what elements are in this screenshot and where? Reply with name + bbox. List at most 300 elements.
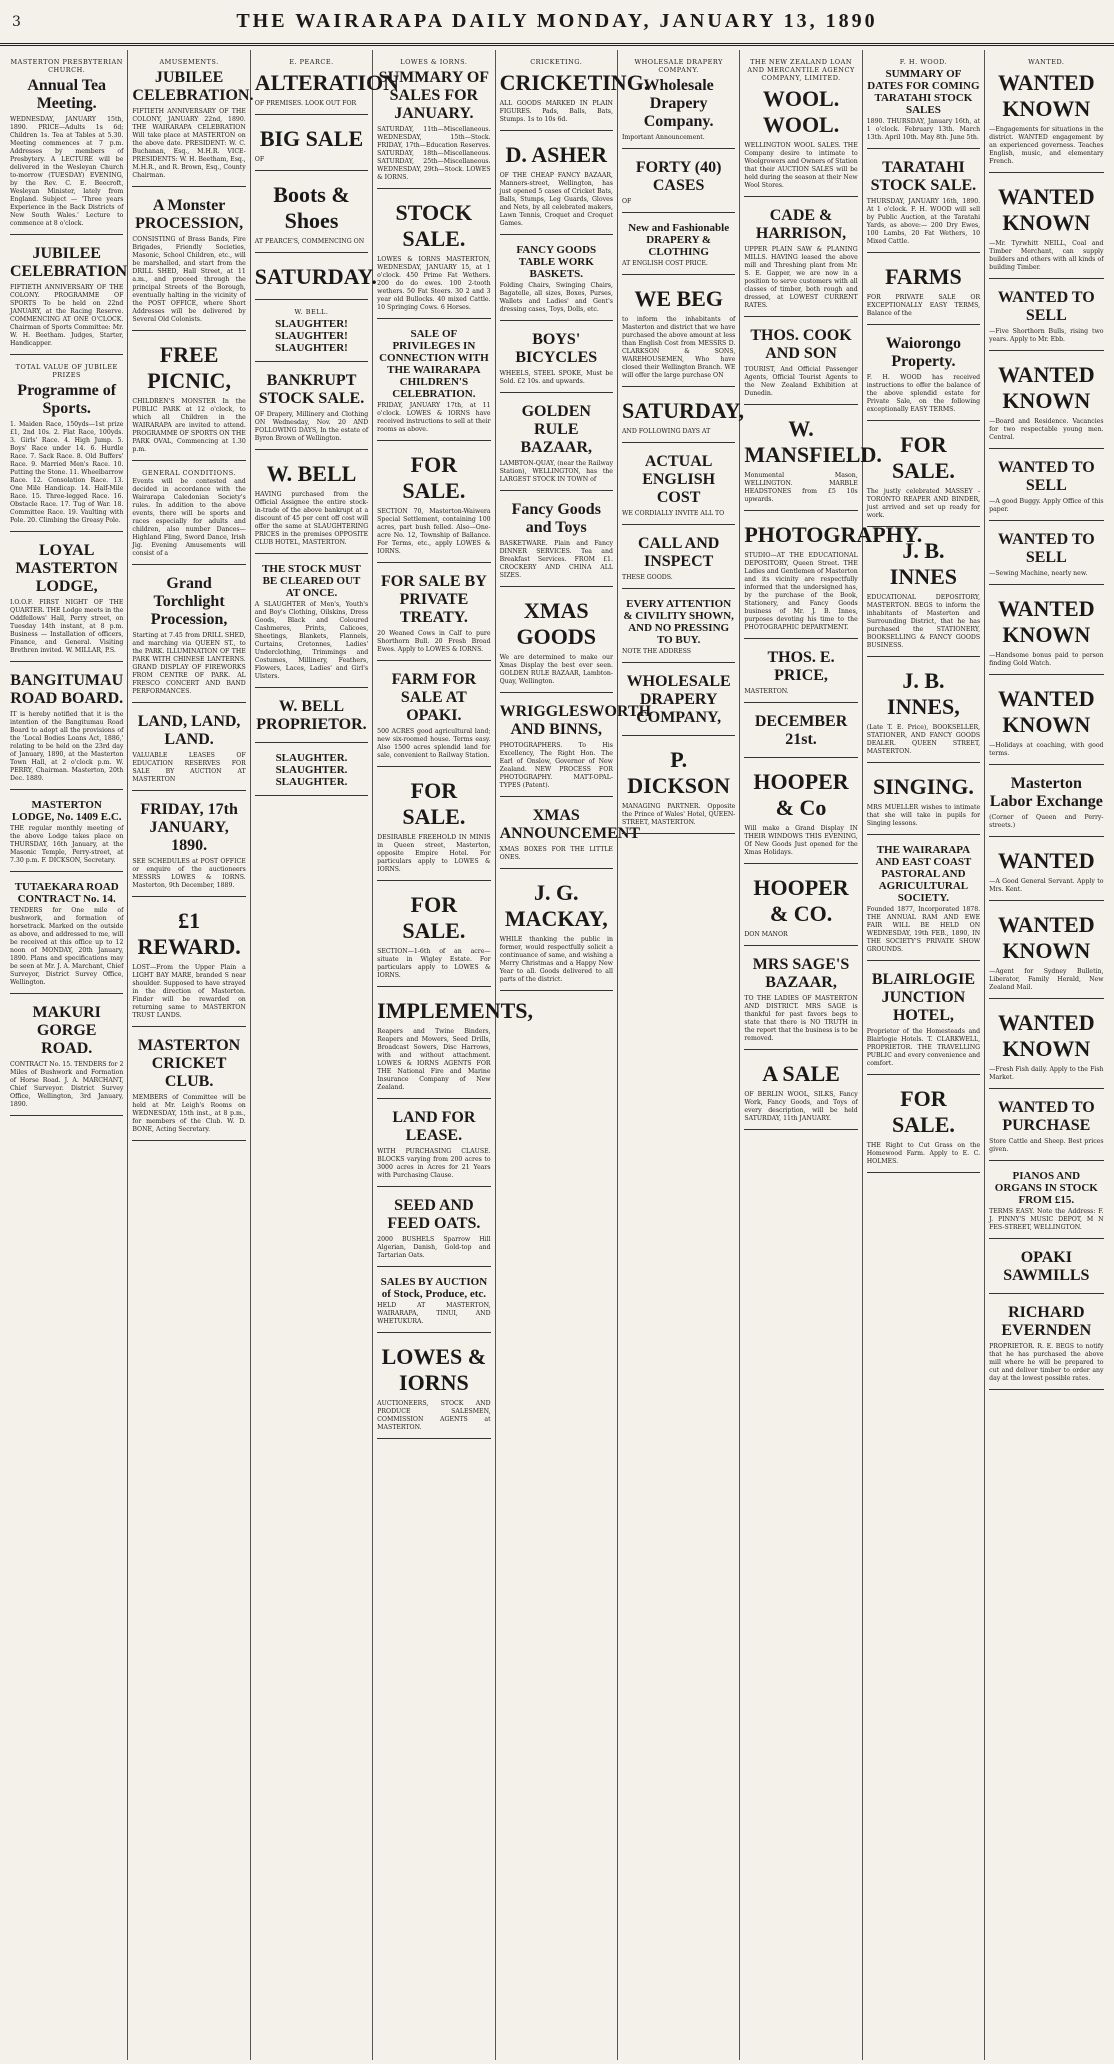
- advertisement: [377, 664, 490, 767]
- ad-body: HELD AT MASTERTON, WAIRARAPA, TINUI, AND WHETUKURA.: [377, 1302, 491, 1325]
- ad-body: THURSDAY, JANUARY 16th, 1890. At 1 o'clock. F. H. WOOD will sell by Public Auction, at the Taratahi Yards, as above:— 200 Dry Ewes, 100 Lambs, 20 Fat Wethers, 10 Mixed Cattle.: [866, 198, 981, 245]
- advertisement: [622, 53, 735, 149]
- advertisement: [744, 408, 882, 511]
- advertisement: [989, 1002, 1103, 1089]
- advertisement: [132, 190, 245, 331]
- ad-title: WHOLESALE DRAPERY COMPANY,: [626, 673, 731, 726]
- ad-title: RICHARD EVERNDEN: [1001, 1304, 1092, 1339]
- ad-body: NOTE THE ADDRESS: [621, 648, 691, 655]
- ad-title: Waiorongo Property.: [885, 335, 962, 370]
- ad-body: (Late T. E. Price), BOOKSELLER, STATIONER, AND FANCY GOODS DEALER. QUEEN STREET, MASTERTON.: [866, 724, 981, 755]
- ad-title: TARATAHI STOCK SALE.: [870, 159, 977, 194]
- ad-body: 1. Maiden Race, 150yds—1st prize £1, 2nd 10s. 2. Flat Race, 100yds. 3. Girls' Race. 4. High Jump. 5. Boys' Race under 14. 6. Hurdle Race. 7. Sack Race. 8. Old Buffers' Race. 9. Married Men's Race. 10. Putting the Stone. 11. Wheelbarrow Race. 12. Consolation Race. 13. One Mile Handicap. 14. Half-Mile Race. 15. Three-legged Race. 16. Obstacle Race. 17. Tug of War. 18. Committee Race. 19. Vaulting with Pole. 20. Climbing the Greasy Pole.: [10, 421, 124, 524]
- ad-title: SATURDAY,: [621, 398, 745, 423]
- advertisement: [132, 568, 245, 703]
- ad-body: SATURDAY, 11th—Miscellaneous. WEDNESDAY, 15th—Stock. FRIDAY, 17th—Education Reserves. SATURDAY, 18th—Miscellaneous. SATURDAY, 25th—Miscellaneous. WEDNESDAY, 29th—Stock. LOWES & IORNS.: [377, 126, 491, 181]
- advertisement: [10, 238, 128, 355]
- column-3: [251, 50, 400, 2060]
- ad-body: 500 ACRES good agricultural land; new six-roomed house. Terms easy. Also 1500 acres splendid land for sale, convenient to Railway Station.: [377, 728, 491, 759]
- ad-title: Programme of Sports.: [17, 382, 117, 417]
- ad-body: WHEELS, STEEL SPOKE, Must be Sold. £2 10s. and upwards.: [499, 370, 613, 385]
- ad-body: DESIRABLE FREEHOLD IN MINIS in Queen street, Masterton, opposite Empire Hotel. For particulars apply to LOWES & IORNS.: [377, 834, 491, 873]
- ad-title: WANTED KNOWN: [998, 686, 1095, 737]
- ad-title: SINGING.: [873, 774, 974, 799]
- ad-title: W. BELL PROPRIETOR.: [256, 698, 367, 733]
- advertisement: [132, 53, 254, 187]
- ad-body: THE regular monthly meeting of the above Lodge takes place on THURSDAY, 16th January, at the Masonic Temple, Perry-street, at 7.30 p.m. F. DICKSON, Secretary.: [10, 825, 124, 864]
- ad-body: WE CORDIALLY INVITE ALL TO: [621, 510, 725, 517]
- ad-title: WRIGGLESWORTH AND BINNS,: [499, 703, 652, 738]
- advertisement: [622, 446, 735, 525]
- ad-title: WANTED KNOWN: [998, 70, 1095, 121]
- ad-body: CHILDREN'S MONSTER In the PUBLIC PARK at 12 o'clock, to which all Children in the WAIRARAPA are invited to attend. PROGRAMME OF SPORTS ON THE PARK OVAL, Commencing at 1.30 p.m.: [132, 398, 246, 453]
- advertisement: [255, 691, 368, 743]
- advertisement: [10, 997, 123, 1116]
- advertisement: [989, 524, 1103, 585]
- advertisement: [255, 746, 368, 796]
- ad-title: THE STOCK MUST BE CLEARED OUT AT ONCE.: [262, 563, 361, 599]
- advertisement: [10, 665, 123, 790]
- advertisement: [499, 800, 641, 869]
- ad-body: —Holidays at coaching, with good terms.: [989, 742, 1104, 757]
- advertisement: [867, 766, 980, 835]
- ad-title: WANTED KNOWN: [998, 912, 1095, 963]
- ad-title: CRICKETING.: [499, 70, 650, 95]
- ad-title: J. B. INNES,: [887, 668, 960, 719]
- ad-body: CONTRACT No. 15. TENDERS for 2 Miles of Bushwork and Formation of Horse Road. J. A. MARCHANT, Chief Surveyor. District Survey Office, Wellington, 3rd January, 1890.: [10, 1061, 124, 1108]
- ad-title: WOOL. WOOL.: [762, 86, 840, 137]
- advertisement: [744, 1053, 857, 1130]
- ad-title: SLAUGHTER. SLAUGHTER. SLAUGHTER.: [275, 752, 348, 788]
- ad-title: HOOPER & Co: [753, 769, 849, 820]
- ad-title: SEED AND FEED OATS.: [387, 1197, 481, 1232]
- ad-title: Boots & Shoes: [273, 182, 350, 233]
- advertisement: [622, 666, 735, 736]
- advertisement: [132, 900, 245, 1027]
- ad-body: ALL GOODS MARKED IN PLAIN FIGURES. Pads, Balls, Bats, Stumps. 1s to 10s 6d.: [499, 100, 613, 123]
- ad-title: THE WAIRARAPA AND EAST COAST PASTORAL AND AGRICULTURAL SOCIETY.: [875, 844, 972, 904]
- newspaper-columns: [6, 50, 1108, 2060]
- ad-heading: LOWES & IORNS.: [400, 58, 468, 66]
- ad-body: (Corner of Queen and Perry-streets.): [989, 814, 1104, 829]
- advertisement: [867, 152, 980, 253]
- advertisement: [377, 1336, 490, 1439]
- ad-body: F. H. WOOD has received instructions to offer the balance of the above splendid estate for Private Sale, on the following exceptionally EASY TERMS.: [866, 374, 981, 413]
- ad-title: MAKURI GORGE ROAD.: [32, 1004, 101, 1057]
- advertisement: [744, 320, 857, 405]
- advertisement: [132, 1030, 245, 1141]
- advertisement: [255, 557, 368, 688]
- ad-body: FIFTIETH ANNIVERSARY OF THE COLONY, JANUARY 22nd, 1890. THE WAIRARAPA CELEBRATION Will take place at MASTERTON on the above date. PRESIDENT: W. C. Buchanan, Esq., M.H.R. VICE-PRESIDENTS: W. H. Beetham, Esq., M.H.R., and R. Brown, Esq., County Chairman.: [132, 108, 246, 179]
- advertisement: [377, 1102, 490, 1187]
- ad-title: FOR SALE.: [891, 1086, 955, 1137]
- advertisement: [377, 322, 490, 441]
- ad-body: Store Cattle and Sheep. Best prices given.: [989, 1138, 1104, 1153]
- ad-body: —Sewing Machine, nearly new.: [989, 570, 1088, 577]
- advertisement: [989, 768, 1103, 837]
- advertisement: [499, 696, 652, 797]
- ad-title: SALES BY AUCTION of Stock, Produce, etc.: [380, 1276, 488, 1300]
- ad-body: VALUABLE LEASES OF EDUCATION RESERVES FOR SALE BY AUCTION AT MASTERTON: [132, 752, 246, 783]
- advertisement: [989, 1242, 1103, 1294]
- ad-body: BASKETWARE. Plain and Fancy DINNER SERVICES. Tea and Breakfast Services. FROM £1. CROCKERY AND CHINA ALL SIZES.: [499, 540, 613, 579]
- ad-title: Masterton Labor Exchange: [989, 775, 1103, 810]
- advertisement: [500, 134, 613, 235]
- ad-body: MASTERTON.: [744, 688, 789, 695]
- advertisement: [377, 192, 490, 319]
- advertisement: [989, 452, 1103, 521]
- ad-title: MASTERTON LODGE, No. 1409 E.C.: [11, 799, 122, 823]
- ad-body: Founded 1877, Incorporated 1878. THE ANNUAL RAM AND EWE FAIR WILL BE HELD ON WEDNESDAY, 19th FEB., 1890, IN THE SOCIETY'S PRIVATE SHOW GROUNDS.: [866, 906, 981, 953]
- ad-body: A SLAUGHTER of Men's, Youth's and Boy's Clothing, Oilskins, Dress Goods, Black and Coloured Cashmeres, Prints, Calicoes, Sheetings, Blankets, Flannels, Curtains, Cretonnes, Ladies' Underclothing, Trimmings and Costumes, Millinery, Feathers, Flowers, Laces, Ladies' and Girl's Ulsters.: [254, 601, 369, 680]
- advertisement: [622, 216, 735, 275]
- ad-body: WEDNESDAY, JANUARY 15th, 1890. PRICE—Adults 1s 6d; Children 1s. Tea at Tables at 5.30. Meeting commences at 7 p.m. Addresses by members of Presbytery. A LECTURE will be delivered in the Wesleyan Church to-morrow (TUESDAY) EVENING, by the Rev. C. E. Beecroft, Wesleyan Minister, lately from England. Subject — 'Three years Experience in the Back Districts of New South Wales.' Lecture to commence at 8 o'clock.: [10, 116, 124, 227]
- ad-body: 20 Weaned Cows in Calf to pure Shorthorn Bull. 20 Fresh Broad Ewes. Apply to LOWES & IORNS.: [377, 630, 491, 653]
- ad-title: CALL AND INSPECT: [637, 535, 720, 570]
- advertisement: [989, 840, 1103, 901]
- page-number: 3: [12, 14, 21, 30]
- masthead: [0, 0, 1114, 46]
- ad-body: —Five Shorthorn Bulls, rising two years. Apply to Mr. Ebb.: [989, 328, 1104, 343]
- advertisement: [621, 390, 745, 443]
- ad-title: SALE OF PRIVILEGES IN CONNECTION WITH THE WAIRARAPA CHILDREN'S CELEBRATION.: [379, 328, 489, 400]
- ad-title: Fancy Goods and Toys: [511, 501, 601, 536]
- advertisement: [867, 964, 980, 1075]
- advertisement: [377, 444, 490, 563]
- ad-title: LOWES & IORNS: [381, 1344, 487, 1395]
- ad-title: FANCY GOODS TABLE WORK BASKETS.: [516, 244, 597, 280]
- ad-body: OF THE CHEAP FANCY BAZAAR, Manners-street, Wellington, has just opened 5 cases of Cricket Bats, Balls, Stumps, Leg Guards, Gloves and Nets, by all celebrated makers, Lawn Tennis, Croquet and Croquet Games.: [499, 172, 613, 227]
- ad-body: WITH PURCHASING CLAUSE. BLOCKS varying from 200 acres to 3000 acres in Acres for 21 Years with Purchasing Clause.: [377, 1148, 491, 1179]
- ad-body: FRIDAY, JANUARY 17th, at 11 o'clock. LOWES & IORNS have received instructions to sell at their rooms as above.: [377, 402, 491, 433]
- ad-title: PHOTOGRAPHY.: [744, 522, 923, 547]
- ad-title: FARMS: [885, 264, 962, 289]
- ad-body: Reapers and Twine Binders, Reapers and Mowers, Seed Drills, Broadcast Sowers, Disc Harrows, with and without attachment. LOWES & IORNS AGENTS FOR THE National Fire and Marine Insurance Company of New Zealand.: [377, 1028, 491, 1091]
- advertisement: [255, 174, 368, 253]
- ad-title: LOYAL MASTERTON LODGE,: [15, 542, 118, 595]
- ad-title: WANTED KNOWN: [998, 362, 1095, 413]
- ad-title: LAND, LAND, LAND.: [137, 713, 241, 748]
- advertisement: [500, 238, 613, 321]
- ad-body: PHOTOGRAPHERS. To His Excellency, The Right Hon. The Earl of Onslow, Governor of New Zealand. NEW PROCESS FOR PHOTOGRAPHY. MATT-OPAL-TYPES (Patent).: [499, 742, 613, 789]
- ad-title: SUMMARY OF SALES FOR JANUARY.: [378, 69, 490, 122]
- advertisement: [132, 706, 245, 791]
- advertisement: [500, 872, 613, 991]
- ad-title: IMPLEMENTS,: [377, 998, 534, 1023]
- ad-body: 2000 BUSHELS Sparrow Hill Algerian, Danish, Gold-top and Tartarian Oats.: [377, 1236, 491, 1259]
- ad-body: TENDERS for One mile of bushwork, and formation of horsetrack. Marked on the outside as above, and addressed to me, will be received at this office up to 12 noon of MONDAY, 20th January, 1890. Plans and specifications may be seen at Mr. J. A. Marchant, Chief Surveyor, District Survey Office, Wellington.: [10, 907, 124, 986]
- ad-title: SUMMARY OF DATES FOR COMING TARATAHI STOCK SALES: [867, 68, 980, 116]
- ad-title: JUBILEE CELEBRATION.: [132, 69, 254, 104]
- advertisement: [132, 334, 245, 461]
- advertisement: [10, 535, 123, 662]
- ad-body: MEMBERS of Committee will be held at Mr. Leigh's Rooms on WEDNESDAY, 15th inst., at 8 p.m., for members of the Club. W. D. BONE, Acting Secretary.: [132, 1094, 246, 1133]
- ad-body: SECTION—1-6th of an acre—situate in Wigley Estate. For particulars apply to LOWES & IORNS.: [377, 948, 491, 979]
- ad-body: TO THE LADIES OF MASTERTON AND DISTRICT. MRS SAGE is thankful for past favors begs to state that there is NO TRUTH in the report that the business is to be removed.: [744, 995, 858, 1042]
- column-1: [6, 50, 128, 2060]
- ad-title: FRIDAY, 17th JANUARY, 1890.: [140, 801, 238, 854]
- ad-body: AT PEARCE'S, COMMENCING ON: [254, 238, 365, 245]
- advertisement: [622, 278, 735, 387]
- advertisement: [867, 660, 980, 763]
- ad-title: WANTED TO SELL: [997, 459, 1095, 494]
- ad-title: FOR SALE BY PRIVATE TREATY.: [380, 573, 487, 626]
- advertisement: [132, 464, 245, 565]
- ad-heading: WHOLESALE DRAPERY COMPANY.: [634, 58, 723, 74]
- ad-title: A Monster PROCESSION,: [135, 197, 244, 232]
- ad-title: P. DICKSON: [627, 747, 730, 798]
- ad-title: STOCK SALE.: [395, 200, 473, 251]
- ad-title: THOS. E. PRICE,: [767, 649, 835, 684]
- column-9: [985, 50, 1107, 2060]
- ad-heading: THE NEW ZEALAND LOAN AND MERCANTILE AGENCY COMPANY, LIMITED.: [747, 58, 855, 82]
- ad-title: Annual Tea Meeting.: [27, 77, 107, 112]
- column-8: [863, 50, 985, 2060]
- ad-body: I.O.O.F. FIRST NIGHT OF THE QUARTER. THE Lodge meets in the Oddfellows' Hall, Perry street, on Tuesday 14th instant, at 8 p.m. Business — Installation of officers, Finance, and General. Visiting Brethren invited. W. MILLAR, P.S.: [10, 599, 124, 654]
- ad-title: BOYS' BICYCLES: [515, 331, 598, 366]
- ad-title: HOOPER & CO.: [753, 875, 849, 926]
- ad-body: XMAS BOXES FOR THE LITTLE ONES.: [499, 846, 613, 861]
- ad-body: LAMBTON-QUAY, (near the Railway Station), WELLINGTON, has the LARGEST STOCK IN TOWN of: [499, 460, 613, 483]
- ad-title: W. BELL: [266, 461, 357, 486]
- ad-body: —A Good General Servant. Apply to Mrs. Kent.: [989, 878, 1104, 893]
- ad-title: DECEMBER 21st.: [754, 713, 848, 748]
- ad-body: THE Right to Cut Grass on the Homewood Farm. Apply to E. C. HOLMES.: [866, 1142, 981, 1165]
- ad-title: ALTERATION: [254, 70, 400, 95]
- ad-title: FOR SALE.: [402, 892, 466, 943]
- advertisement: [255, 453, 368, 554]
- advertisement: [622, 152, 735, 213]
- ad-title: D. ASHER: [505, 142, 607, 167]
- ad-heading: F. H. WOOD.: [899, 58, 948, 66]
- ad-heading: W. BELL.: [294, 308, 329, 316]
- ad-body: —A good Buggy. Apply Office of this paper.: [989, 498, 1104, 513]
- ad-body: HAVING purchased from the Official Assignee the entire stock-in-trade of the above bankrupt at a discount of 45 per cent off cost will offer the same at SLAUGHTERING PRICES in the premises OPPOSITE CLUB HOTEL, MASTERTON.: [254, 491, 369, 546]
- advertisement: [622, 528, 735, 589]
- advertisement: [255, 118, 368, 171]
- advertisement: [989, 1164, 1103, 1239]
- ad-title: Grand Torchlight Procession,: [150, 575, 228, 628]
- ad-body: WHILE thanking the public in former, would respectfully solicit a continuance of same, and wishing a Merry Christmas and a Happy New Year to all. Goods delivered to all parts of the district.: [499, 936, 613, 983]
- ad-body: OF: [254, 156, 265, 163]
- advertisement: [989, 678, 1103, 765]
- ad-body: Folding Chairs, Swinging Chairs, Bagatelle, all sizes, Boxes, Purses, Wallets and Ladies' and Gent's dressing cases, Toys, Dolls, etc.: [499, 282, 613, 313]
- ad-title: MRS SAGE'S BAZAAR,: [752, 956, 850, 991]
- ad-body: —Engagements for situations in the district. WANTED engagement by an experienced governess. Teaches English, music, and elementary French.: [989, 126, 1104, 165]
- ad-title: BANGITUMAU ROAD BOARD.: [10, 672, 124, 707]
- ad-body: AT ENGLISH COST PRICE.: [621, 260, 708, 267]
- ad-heading: AMUSEMENTS.: [159, 58, 219, 66]
- ad-title: SATURDAY.: [254, 264, 377, 289]
- ad-heading: E. PEARCE.: [289, 58, 334, 66]
- ad-title: FOR SALE.: [402, 778, 466, 829]
- advertisement: [867, 838, 980, 961]
- advertisement: [867, 328, 980, 421]
- ad-title: CADE & HARRISON,: [755, 207, 847, 242]
- advertisement: [989, 282, 1103, 351]
- advertisement: [989, 53, 1103, 173]
- advertisement: [377, 1270, 490, 1333]
- ad-title: WANTED TO SELL: [997, 289, 1095, 324]
- advertisement: [377, 1190, 490, 1267]
- advertisement: [377, 53, 490, 189]
- advertisement: [744, 949, 857, 1050]
- ad-heading: GENERAL CONDITIONS.: [142, 469, 236, 477]
- ad-body: AND FOLLOWING DAYS AT: [621, 428, 711, 435]
- ad-body: MANAGING PARTNER. Opposite the Prince of Wales' Hotel, QUEEN-STREET, MASTERTON.: [621, 803, 736, 826]
- advertisement: [867, 424, 980, 527]
- ad-title: J. G. MACKAY,: [504, 880, 608, 931]
- ad-body: SECTION 70, Masterton-Waiwera Special Settlement, containing 100 acres, part bush felled. Also—One-acre No. 12, Township of Ballance. For Terms, etc., apply LOWES & IORNS.: [377, 508, 491, 555]
- ad-body: We are determined to make our Xmas Display the best ever seen. GOLDEN RULE BAZAAR, Lambton-Quay, Wellington.: [499, 654, 613, 685]
- advertisement: [10, 875, 123, 994]
- advertisement: [867, 530, 980, 657]
- advertisement: [500, 324, 613, 393]
- ad-body: FOR PRIVATE SALE OR EXCEPTIONALLY EASY TERMS, Balance of the: [866, 294, 981, 317]
- ad-title: THOS. COOK AND SON: [750, 327, 852, 362]
- ad-body: SEE SCHEDULES at POST OFFICE or enquire of the auctioneers MESSRS LOWES & IORNS. Masterton, 9th December, 1889.: [132, 858, 246, 889]
- advertisement: [989, 176, 1103, 279]
- ad-title: FARM FOR SALE AT OPAKI.: [391, 671, 477, 724]
- advertisement: [744, 706, 857, 758]
- ad-title: BIG SALE: [259, 126, 364, 151]
- column-4: [373, 50, 534, 2060]
- ad-title: WANTED KNOWN: [998, 1010, 1095, 1061]
- ad-body: THESE GOODS.: [621, 574, 673, 581]
- advertisement: [377, 884, 490, 987]
- ad-title: J. B. INNES: [889, 538, 958, 589]
- advertisement: [377, 990, 534, 1099]
- advertisement: [500, 396, 613, 491]
- advertisement: [989, 354, 1103, 449]
- ad-body: LOWES & IORNS MASTERTON, WEDNESDAY, JANUARY 15, at 1 o'clock. 450 Prime Fat Wethers. 200 do do ewes. 100 2-tooth wethers. 50 Fat Steers. 30 2 and 3 year old Bullocks. 40 mixed Cattle. 10 Springing Cows. 6 Horses.: [377, 256, 491, 311]
- ad-title: WANTED KNOWN: [998, 596, 1095, 647]
- ad-title: PIANOS AND ORGANS IN STOCK FROM £15.: [994, 1170, 1098, 1206]
- ad-body: PROPRIETOR. R. E. BEGS to notify that he has purchased the above mill where he will be prepared to cut and deliver timber to order any day at the lowest possible rates.: [989, 1343, 1104, 1382]
- column-6: [618, 50, 745, 2060]
- ad-body: —Board and Residence. Vacancies for two respectable young men. Central.: [989, 418, 1104, 441]
- ad-body: TERMS EASY. Note the Address: F. J. PINNY'S MUSIC DEPOT, M N FES-STREET, WELLINGTON.: [989, 1208, 1104, 1231]
- advertisement: [132, 794, 245, 897]
- column-2: [128, 50, 254, 2060]
- ad-title: WANTED TO PURCHASE: [997, 1099, 1095, 1134]
- ad-heading: TOTAL VALUE OF JUBILEE PRIZES: [15, 363, 118, 379]
- ad-title: BANKRUPT STOCK SALE.: [258, 372, 365, 407]
- advertisement: [989, 1092, 1103, 1161]
- ad-body: Proprietor of the Homesteads and Blairlogie Hotels. T. CLARKWELL, PROPRIETOR. THE TRAVELLING PUBLIC and every convenience and comfort.: [866, 1028, 981, 1067]
- advertisement: [500, 590, 613, 693]
- ad-title: FORTY (40) CASES: [635, 159, 722, 194]
- newspaper-title: THE WAIRARAPA DAILY MONDAY, JANUARY 13, 1890: [236, 10, 878, 32]
- ad-body: EDUCATIONAL DEPOSITORY, MASTERTON. BEGS to inform the inhabitants of Masterton and Surrounding District, that he has purchased the STATIONERY, BOOKSELLING & FANCY GOODS BUSINESS.: [866, 594, 981, 649]
- ad-body: LOST—From the Upper Plain a LIGHT BAY MARE, branded S near shoulder. Supposed to have strayed in the direction of Masterton. Finder will be rewarded on returning same to MASTERTON TRUST LANDS.: [132, 964, 246, 1019]
- ad-title: ACTUAL ENGLISH COST: [642, 453, 716, 506]
- ad-title: GOLDEN RULE BAZAAR,: [520, 403, 593, 456]
- advertisement: [255, 365, 368, 450]
- ad-body: 1890. THURSDAY, January 16th, at 1 o'clock. February 13th. March 13th. April 10th. May 8th. June 5th.: [866, 118, 981, 141]
- ad-body: Monumental Mason, WELLINGTON. MARBLE HEADSTONES from £5 10s upwards.: [744, 472, 858, 503]
- ad-body: OF Drapery, Millinery and Clothing ON Wednesday, Nov. 20 AND FOLLOWING DAYS, In the estate of Byron Brown of Wellington.: [254, 411, 369, 442]
- advertisement: [622, 592, 735, 663]
- advertisement: [10, 793, 123, 872]
- ad-body: MRS MUELLER wishes to intimate that she will take in pupils for Singing lessons.: [866, 804, 981, 827]
- ad-title: FOR SALE.: [891, 432, 955, 483]
- advertisement: [989, 588, 1103, 675]
- ad-title: OPAKI SAWMILLS: [1003, 1249, 1090, 1284]
- advertisement: [744, 514, 923, 639]
- ad-body: Starting at 7.45 from DRILL SHED, and marching via QUEEN ST., to the PARK. ILLUMINATION OF THE PARK WITH CHINESE LANTERNS. GRAND DISPLAY OF FIREWORKS FROM CENTRE OF PARK. AL FRESCO CONCERT AND BAND PERFORMANCES.: [132, 632, 246, 695]
- advertisement: [744, 867, 857, 946]
- ad-body: Will make a Grand Display IN THEIR WINDOWS THIS EVENING, Of New Goods Just opened for the Xmas Holidays.: [744, 825, 858, 856]
- ad-body: WELLINGTON WOOL SALES. THE Company desire to intimate to Woolgrowers and Owners of Station that their AUCTION SALES will be held during the season at their New Wool Stores.: [744, 142, 858, 189]
- advertisement: [10, 53, 123, 235]
- ad-title: A SALE: [762, 1061, 840, 1086]
- ad-title: LAND FOR LEASE.: [392, 1109, 476, 1144]
- advertisement: [622, 739, 735, 834]
- advertisement: [744, 53, 857, 197]
- advertisement: [500, 494, 613, 587]
- ad-title: WE BEG: [634, 286, 723, 311]
- ad-title: JUBILEE CELEBRATION: [10, 245, 128, 280]
- ad-body: OF BERLIN WOOL, SILKS, Fancy Work, Fancy Goods, and Toys of every description, will be held SATURDAY, 11th JANUARY.: [744, 1091, 858, 1122]
- ad-heading: WANTED.: [1028, 58, 1065, 66]
- ad-title: FREE PICNIC,: [147, 342, 231, 393]
- ad-title: XMAS GOODS: [516, 598, 596, 649]
- advertisement: [867, 53, 980, 149]
- ad-body: DON MANOR: [744, 931, 788, 938]
- ad-body: —Fresh Fish daily. Apply to the Fish Market.: [989, 1066, 1104, 1081]
- advertisement: [989, 904, 1103, 999]
- ad-title: XMAS ANNOUNCEMENT: [499, 807, 641, 842]
- advertisement: [989, 1297, 1103, 1390]
- advertisement: [377, 770, 490, 881]
- ad-title: WANTED TO SELL: [997, 531, 1095, 566]
- ad-title: EVERY ATTENTION & CIVILITY SHOWN, AND NO PRESSING TO BUY.: [623, 598, 734, 646]
- ad-body: FIFTIETH ANNIVERSARY OF THE COLONY. PROGRAMME OF SPORTS To be held on 22nd JANUARY, at the Racing Reserve. COMMENCING AT ONE O'CLOCK. Chairman of Sports Committee: Mr. W. H. Beetham. Judges, Starter, Handicapper.: [10, 284, 124, 347]
- ad-title: BLAIRLOGIE JUNCTION HOTEL,: [871, 971, 975, 1024]
- ad-body: OF PREMISES. LOOK OUT FOR: [254, 100, 357, 107]
- ad-body: IT is hereby notified that it is the intention of the Bangitumau Road Board to adopt all the provisions of the 'Local Bodies Loans Act, 1886,' relating to be held on the 23rd day of January, 1890, at the Masterton Town Hall, at 2 o'clock p.m. W. PERRY, Chairman. Masterton, 20th Dec. 1889.: [10, 711, 124, 782]
- ad-body: STUDIO—AT THE EDUCATIONAL DEPOSITORY, Queen Street. THE Ladies and Gentlemen of Masterton and its vicinity are respectfully informed that the undersigned has, by the purchase of the Book, Stationery, and Fancy Goods business of Mr. J. B. Innes, purposes devoting his time to the PHOTOGRAPHIC DEPARTMENT.: [744, 552, 858, 631]
- ad-body: Events will be contested and decided in accordance with the Wairarapa Caledonian Society's rules. In addition to the above events, there will be sports and races especially for adults and children, also number Dances—Highland Fling, Sword Dance, Irish Jig. Evening Amusements will consist of a: [132, 478, 246, 557]
- advertisement: [377, 566, 490, 661]
- ad-body: AUCTIONEERS, STOCK AND PRODUCE SALESMEN, COMMISSION AGENTS at MASTERTON.: [377, 1400, 491, 1431]
- advertisement: [10, 358, 123, 532]
- ad-title: WANTED KNOWN: [998, 184, 1095, 235]
- ad-body: OF: [621, 198, 632, 205]
- advertisement: [867, 256, 980, 325]
- advertisement: [254, 256, 377, 300]
- ad-body: TOURIST, And Official Passenger Agents, Official Tourist Agents to the New Zealand Exhibition at Dunedin.: [744, 366, 858, 397]
- advertisement: [744, 761, 857, 864]
- ad-title: New and Fashionable DRAPERY & CLOTHING: [628, 222, 730, 258]
- advertisement: [744, 200, 857, 317]
- ad-heading: MASTERTON PRESBYTERIAN CHURCH.: [10, 58, 123, 74]
- ad-body: Important Announcement.: [621, 134, 705, 141]
- ad-title: TUTAEKARA ROAD CONTRACT No. 14.: [14, 881, 119, 905]
- ad-title: W. MANSFIELD.: [744, 416, 882, 467]
- advertisement: [254, 53, 400, 115]
- ad-body: —Agent for Sydney Bulletin, Liberator, Family Herald, New Zealand Mail.: [989, 968, 1104, 991]
- ad-body: —Handsome bonus paid to person finding Gold Watch.: [989, 652, 1104, 667]
- ad-body: —Mr. Tyrwhitt NEILL, Coal and Timber Merchant, can supply builders and others with all kinds of building Timber.: [989, 240, 1104, 271]
- advertisement: [744, 642, 857, 703]
- ad-title: SLAUGHTER! SLAUGHTER! SLAUGHTER!: [275, 318, 348, 354]
- ad-heading: CRICKETING.: [530, 58, 583, 66]
- advertisement: [867, 1078, 980, 1173]
- ad-title: WANTED: [998, 848, 1095, 873]
- ad-body: CONSISTING of Brass Bands, Fire Brigades, Friendly Societies, Masonic, School Children, etc., will be marshalled, and start from the DRILL SHED, Hall Street, at 11 a.m., and proceed through the principal Streets of the Borough, eventually halting in the vicinity of the POST OFFICE, where Short Addresses will be delivered by Several Old Colonists.: [132, 236, 246, 323]
